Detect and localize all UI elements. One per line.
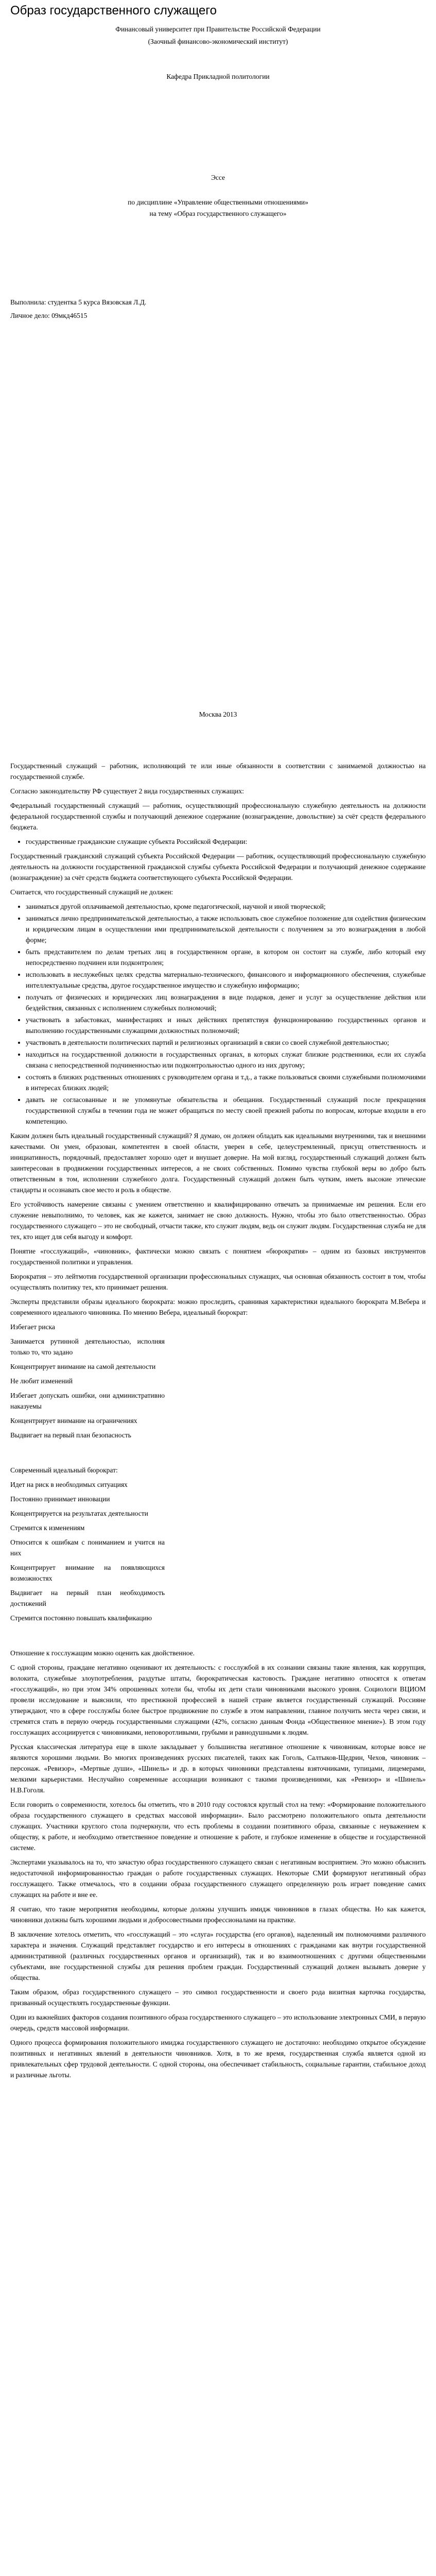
city-year-line: Москва 2013 <box>199 710 237 718</box>
essay-body <box>0 760 436 2080</box>
paragraph: Отношение к госслужащим можно оценить как двойственное. <box>10 1649 195 1657</box>
paragraph: Понятие «госслужащий», «чиновник», фактически можно связать с понятием «бюрократия» – одним из базовых инструментов государственной политики и управления. <box>10 1247 426 1266</box>
list-item: • заниматься другой оплачиваемой деятельностью, кроме педагогической, научной и иной творческой; <box>26 901 426 912</box>
list-line: Избегает риска <box>10 1323 55 1331</box>
bullet-list <box>10 836 426 847</box>
list-item: • состоять в близких родственных отношениях с руководителем органа и т.д., а также пользоваться своими служебными полномочиями в интересах близких людей; <box>26 1072 426 1093</box>
page-title: Образ государственного служащего <box>10 4 217 18</box>
modern-list <box>10 1479 426 1623</box>
list-line: Концентрирует внимание на самой деятельности <box>10 1363 156 1370</box>
paragraph: Один из важнейших факторов создания позитивного образа государственного служащего – это использование электронных СМИ, в первую очередь, средств массовой информации. <box>10 2013 426 2032</box>
spacer <box>10 1444 426 1465</box>
department-line: Кафедра Прикладной политологии <box>166 73 270 80</box>
list-line: Относится к ошибкам с пониманием и учится на них <box>10 1538 165 1557</box>
list-line: Концентрирует внимание на ограничениях <box>10 1417 137 1425</box>
student-line: Выполнила: студентка 5 курса Вязовская Л.Д. <box>10 298 147 306</box>
list-item: • государственные гражданские служащие субъекта Российской Федерации: <box>26 836 426 847</box>
paragraph: Считается, что государственный служащий не должен: <box>10 888 173 896</box>
list-item: • давать не согласованные и не упомянутые обязательства и обещания. Государственный служащий после прекращения государственной службы в течении года не может обращаться по месту своей прежней работы по вопросам, которые входили в его компетенцию. <box>26 1094 426 1127</box>
paragraph: Согласно законодательству РФ существует 2 вида государственных служащих: <box>10 787 244 795</box>
list-line: Идет на риск в необходимых ситуациях <box>10 1481 128 1488</box>
list-line: Концентрирует внимание на появляющихся возможностях <box>10 1564 165 1582</box>
paragraph: С одной стороны, граждане негативно оценивают их деятельность: с госслужбой в их сознании связаны такие явления, как коррупция, волокита, служебные злоупотребления, раздутые штаты, бюрократическая кастовость. Граждане негативно относятся к ответам «госслужащий», но при этом 34% опрошенных хотели бы, чтобы их дети стали чиновниками высокого уровня. Социологи ВЦИОМ провели исследование и выяснили, что престижной профессией в нашей стране является государственный служащий. Россияне утверждают, что в сфере госслужбы более быстрое продвижение по службе в этом направлении, главное получить места через связи, и стремятся стать в первую очередь государственными служащими (42%, согласно данным Фонда «Общественное мнение»). В этом году госслужащих ассоциируется с чиновниками, неповоротливыми, грубыми и равнодушными к людям. <box>10 1664 426 1736</box>
list-line: Постоянно принимает инновации <box>10 1495 110 1503</box>
institute-line: (Заочный финансово-экономический институт) <box>148 38 288 45</box>
paragraph: Государственный служащий – работник, исполняющий те или иные обязанности в соответствии с занимаемой должностью на государственной службе. <box>10 762 426 781</box>
paragraph: Каким должен быть идеальный государственный служащий? Я думаю, он должен обладать как идеальными внутренними, так и внешними качествами. Он умен, образован, компетентен в своей области, уверен в себе, целеустремленный, присущ ответственность и инициативность, порядочный, предоставляет хорошо одет и внушает доверие. На мой взгляд, государственный служащий должен быть заинтересован в продвижении государственных интересов, а не своих собственных. Помимо чувства глубокой веры во добро быть ответственным в том, исполнении служебного долга. Государственный служащий должен быть чутким, иметь высокие этические стандарты и осознавать свое место и роль в обществе. <box>10 1132 426 1194</box>
title-page <box>0 24 436 760</box>
topic-line: на тему «Образ государственного служащего» <box>149 210 287 217</box>
paragraph: Одного процесса формирования положительного имиджа государственного служащего не достаточно: необходимо открытое обсуждение позитивных и негативных явлений в деятельности чиновников. Хотя, в то же время, государственная служба является одной из привлекательных сфер трудовой деятельности. С одной стороны, она обеспечивает стабильность, социальные гарантии, стабильное доход и различные льготы. <box>10 2039 426 2079</box>
list-line: Выдвигает на первый план безопасность <box>10 1431 131 1439</box>
paragraph: В заключение хотелось отметить, что «госслужащий – это «слуга» государства (его органов), наделенный им полномочиями различного характера и значения. Служащий представляет государство и его интересы в отношениях с гражданами как внутри государственной административной (различных государственных органов и организаций), так и во взаимоотношениях с другими общественными субъектами, вне государственной службы для решения проблем граждан. Государственный служащий должен вызывать доверие у общества. <box>10 1930 426 1981</box>
list-line: Занимается рутинной деятельностью, исполняя только то, что задано <box>10 1337 165 1356</box>
paragraph: Если говорить о современности, хотелось бы отметить, что в 2010 году состоялся круглый стол на тему: «Формирование положительного образа государственного служащего в средствах массовой информации». Было рассмотрено положительного опыта деятельности служащих. Участники круглого стола подчеркнули, что есть проблемы в создании позитивного образа, связанные с неуважением к обществу, к работе, и необходимо ответственное поведение и отношение к работе, и глубокое изменение в обществе и государственной системе. <box>10 1801 426 1852</box>
paragraph: Современный идеальный бюрократ: <box>10 1466 118 1474</box>
discipline-line: по дисциплине «Управление общественными отношениями» <box>128 198 308 206</box>
paragraph: Экспертами указывалось на то, что зачастую образ государственного служащего связан с негативным восприятием. Это можно объяснить недостаточной информированностью граждан о работе государственных служащих. Некоторые СМИ формируют негативный образ госслужащего. Также отмечалось, что в создании образа государственного служащего определенную роль играет поведение самих служащих на работе и вне ее. <box>10 1858 426 1899</box>
doc-type-line: Эссе <box>211 174 225 181</box>
spacer <box>10 1627 426 1648</box>
list-line: Избегает допускать ошибки, они административно наказуемы <box>10 1392 165 1410</box>
duties-list <box>10 901 426 1127</box>
list-item: • находиться на государственной должности в государственных органах, в которых служат близкие родственники, если их служба связана с непосредственной подчиненностью или подконтрольностью одного из них другому; <box>26 1049 426 1071</box>
list-line: Стремится постоянно повышать квалификацию <box>10 1614 152 1622</box>
list-line: Концентрируется на результатах деятельности <box>10 1510 148 1517</box>
paragraph: Его устойчивость намерение связаны с умением ответственно и квалифицированно отвечать за принимаемые им решения. Если его служение невыполнимо, то человек, как же кажется, занимает не свою должность. Нужно, чтобы это было ответственностью. Образ государственного служащего – это не свободный, отчасти также, кто служит людям, ведь он служит людям. Государственная служба не для тех, кто ищет для себя выгоду и комфорт. <box>10 1200 426 1241</box>
university-line: Финансовый университет при Правительстве Российской Федерации <box>115 25 321 33</box>
paragraph: Федеральный государственный служащий — работник, осуществляющий профессиональную служебную деятельность на должности федеральной государственной службы и получающий денежное содержание (вознаграждение, довольствие) за счёт средств федерального бюджета. <box>10 802 426 831</box>
list-item: • участвовать в забастовках, манифестациях и иных действиях препятствуя функционированию государственных органов и выполнению государственными служащими должностных полномочий; <box>26 1014 426 1036</box>
list-line: Выдвигает на первый план необходимость достижений <box>10 1589 165 1607</box>
list-item: • получать от физических и юридических лиц вознаграждения в виде подарков, денег и услуг за осуществление действия или бездействия, связанных с исполнением служебных полномочий; <box>26 992 426 1013</box>
weber-list <box>10 1321 426 1440</box>
paragraph: Таким образом, образ государственного служащего – это символ государственности и своего рода визитная карточка государства, призванный осуществлять государственные функции. <box>10 1988 426 2007</box>
paragraph: Бюрократия – это лейтмотив государственной организации профессиональных служащих, чья основная обязанность состоит в том, чтобы осуществлять политику тех, кто принимает решения. <box>10 1273 426 1291</box>
list-item: • участвовать в деятельности политических партий и религиозных организаций в связи со своей служебной деятельностью; <box>26 1037 426 1048</box>
list-item: • использовать в неслужебных целях средства материально-технического, финансового и информационного обеспечения, служебные интеллектуальные средства, другое государственное имущество и служебную информацию; <box>26 969 426 991</box>
list-item: • быть представителем по делам третьих лиц в государственном органе, в котором он состоит на службе, либо который ему непосредственно подчинен или подконтролен; <box>26 946 426 968</box>
paragraph: Русская классическая литература еще в школе закладывает у большинства негативное отношение к чиновникам, которые вовсе не являются хорошими людьми. Во многих произведениях русских писателей, таких как Гоголь, Салтыков-Щедрин, Чехов, чиновник – персонаж. «Ревизор», «Мертвые души», «Шинель» и др. в которых чиновники представлены взяточниками, тупицами, лицемерами, мелкими карьеристами. Неслучайно современные ассоциации возникают с такими произведениями, как «Ревизор» и «Шинель» Н.В.Гоголя. <box>10 1743 426 1794</box>
file-no-line: Личное дело: 09мкд46515 <box>10 312 88 319</box>
paragraph: Я считаю, что такие мероприятия необходимы, которые должны улучшить имидж чиновников в глазах общества. Но как кажется, чиновники должны быть хорошими людьми и добросовестными профессионалами на практике. <box>10 1905 426 1924</box>
paragraph: Эксперты представили образы идеального бюрократа: можно проследить, сравнивая характеристики идеального бюрократа М.Вебера и современного идеального чиновника. По мнению Вебера, идеальный бюрократ: <box>10 1298 426 1316</box>
list-item: • заниматься лично предпринимательской деятельностью, а также использовать свое служебное положение для содействия физическим и юридическим лицам в осуществлении ими предпринимательской деятельности с получением за это вознаграждения в любой форме; <box>26 913 426 945</box>
list-line: Не любит изменений <box>10 1377 73 1385</box>
list-line: Стремится к изменениям <box>10 1524 85 1532</box>
paragraph: Государственный гражданский служащий субъекта Российской Федерации — работник, осуществляющий профессиональную служебную деятельность на должности государственной гражданской службы субъекта Российской Федерации и получающий денежное содержание (вознаграждение) за счёт средств бюджета соответствующего субъекта Российской Федерации. <box>10 852 426 882</box>
